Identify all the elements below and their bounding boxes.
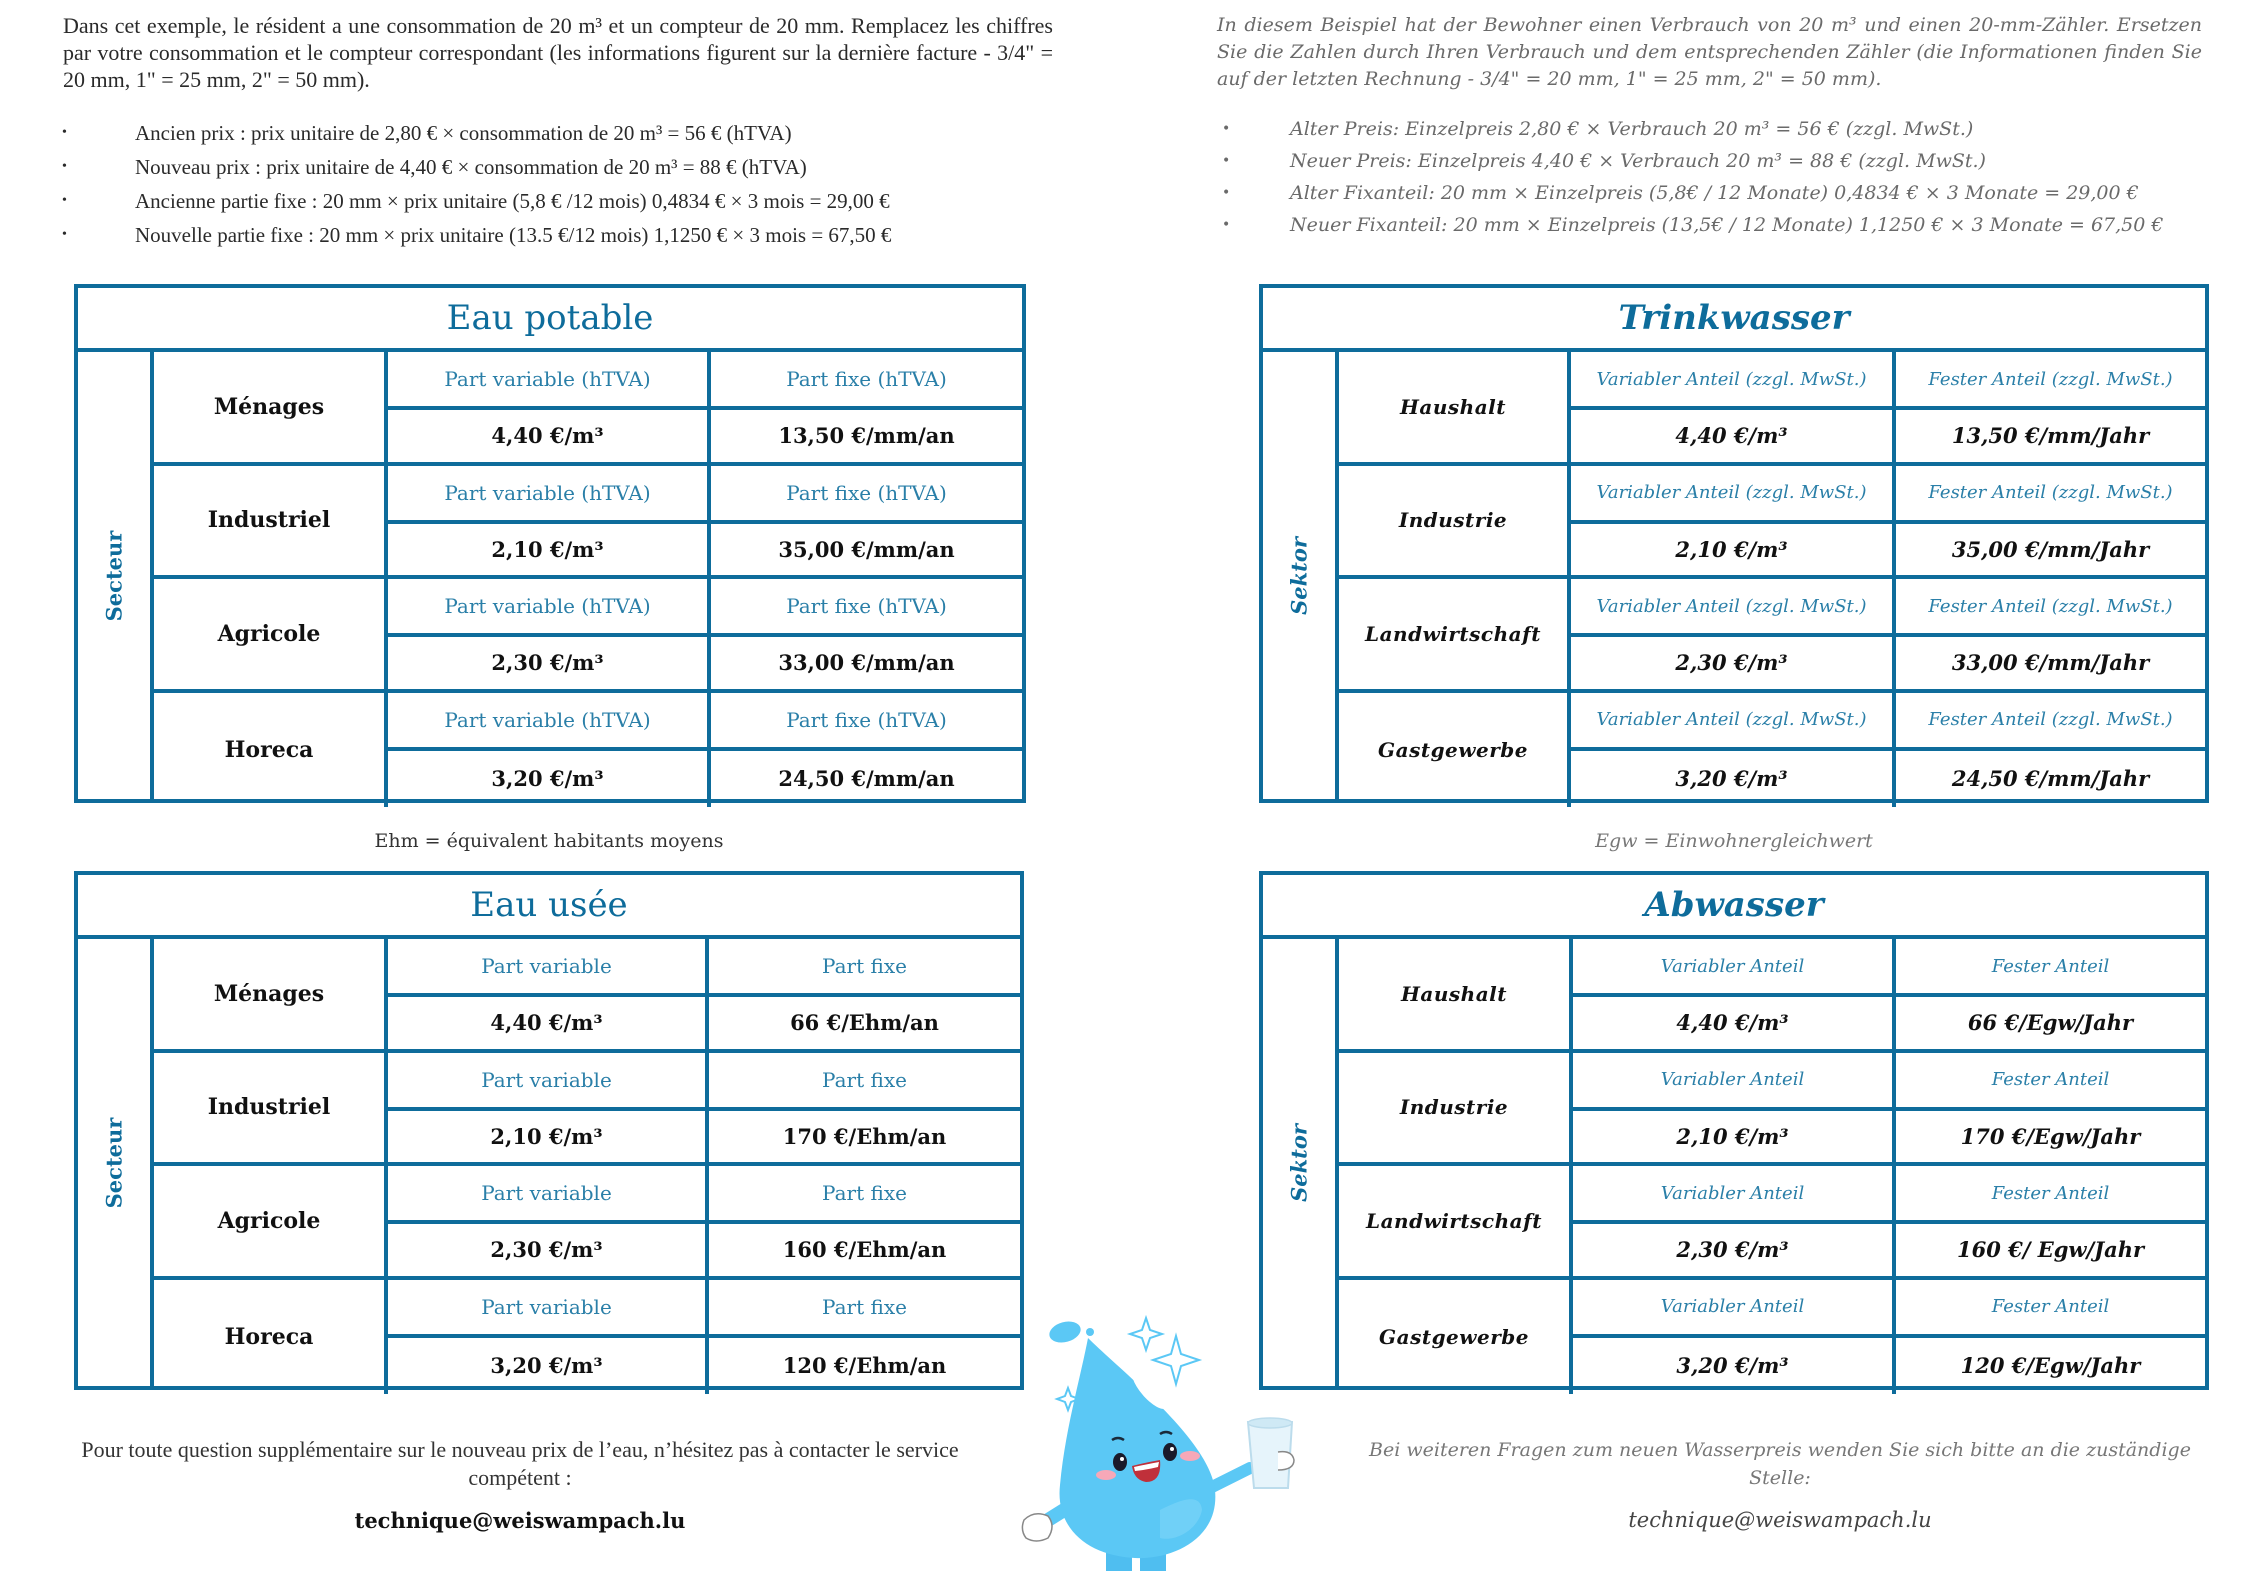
variable-part-label: Variabler Anteil (zzgl. MwSt.) <box>1596 482 1867 503</box>
table-row <box>1339 352 2205 466</box>
variable-part-value: 4,40 €/m³ <box>491 423 604 449</box>
table-row <box>154 1166 1020 1280</box>
sector-name: Industriel <box>154 1053 388 1163</box>
variable-part-label: Part variable <box>481 954 612 978</box>
fixed-part-value: 24,50 €/mm/Jahr <box>1951 766 2150 791</box>
variable-part-value: 2,30 €/m³ <box>490 1237 603 1263</box>
fixed-part-label: Part fixe (hTVA) <box>786 594 947 618</box>
fixed-part-label: Fester Anteil (zzgl. MwSt.) <box>1928 482 2173 503</box>
variable-part-value: 4,40 €/m³ <box>1676 1010 1789 1036</box>
fixed-part-value: 66 €/Egw/Jahr <box>1967 1010 2134 1036</box>
variable-part-label: Variabler Anteil <box>1660 1069 1805 1090</box>
fixed-part-value: 24,50 €/mm/an <box>778 766 955 791</box>
table-row <box>1339 1166 2205 1280</box>
table-row <box>154 1280 1020 1394</box>
intro-de-paragraph: In diesem Beispiel hat der Bewohner einen Verbrauch von 20 m³ und einen 20-mm-Zähler. Ersetzen Sie die Zahlen durch Ihren Verbrauch und dem entsprechenden Zähler (die Informationen finden Sie auf der letzten Rechnung - 3/4" = 20 mm, 1" = 25 mm, 2" = 50 mm). <box>1217 14 2202 90</box>
fixed-part-label: Part fixe <box>822 1294 907 1319</box>
variable-part-label: Part variable <box>481 1181 612 1205</box>
fixed-part-value: 170 €/Ehm/an <box>782 1123 947 1149</box>
table-row <box>154 352 1022 466</box>
fixed-part-label: Fester Anteil (zzgl. MwSt.) <box>1928 709 2173 730</box>
variable-part-label: Variabler Anteil <box>1660 1182 1805 1204</box>
sector-label: Secteur <box>101 530 127 621</box>
fixed-part-value: 35,00 €/mm/an <box>778 536 955 562</box>
variable-part-value: 2,10 €/m³ <box>490 1123 603 1149</box>
fixed-part-value: 33,00 €/mm/an <box>778 650 955 676</box>
sector-name: Ménages <box>154 939 388 1049</box>
sector-name: Industrie <box>1339 466 1571 576</box>
water-drop-mascot-icon <box>1010 1310 1300 1571</box>
sector-name: Gastgewerbe <box>1339 1280 1573 1394</box>
variable-part-label: Variabler Anteil <box>1660 955 1805 977</box>
intro-de <box>1217 12 2202 93</box>
contact-email-fr[interactable]: technique@weiswampach.lu <box>354 1508 686 1533</box>
fixed-part-value: 120 €/Egw/Jahr <box>1960 1353 2141 1378</box>
fixed-part-label: Fester Anteil <box>1991 955 2110 977</box>
sector-name: Agricole <box>154 1166 388 1276</box>
table-row <box>1339 693 2205 807</box>
sector-label: Sektor <box>1286 536 1312 615</box>
table-title: Abwasser <box>1263 875 2205 939</box>
sector-label: Secteur <box>101 1117 127 1208</box>
fixed-part-value: 13,50 €/mm/an <box>778 423 955 449</box>
bullet-icon: • <box>62 125 67 140</box>
variable-part-value: 3,20 €/m³ <box>1675 766 1788 791</box>
column-divider <box>707 352 711 462</box>
bullet-icon: • <box>62 193 67 208</box>
sector-name: Horeca <box>154 693 388 807</box>
table-row <box>154 466 1022 580</box>
variable-part-value: 2,10 €/m³ <box>1675 536 1788 562</box>
sector-name: Industrie <box>1339 1053 1573 1163</box>
fixed-part-label: Fester Anteil (zzgl. MwSt.) <box>1928 368 2173 390</box>
variable-part-value: 3,20 €/m³ <box>490 1353 603 1378</box>
variable-part-value: 2,10 €/m³ <box>491 536 604 562</box>
column-divider <box>1892 1280 1896 1394</box>
fixed-part-value: 160 €/Ehm/an <box>782 1237 947 1263</box>
column-divider <box>1892 693 1896 807</box>
table-body <box>1263 939 2205 1386</box>
fixed-part-label: Fester Anteil <box>1991 1069 2110 1090</box>
variable-part-value: 3,20 €/m³ <box>491 766 604 791</box>
column-divider <box>1892 466 1896 576</box>
variable-part-value: 4,40 €/m³ <box>1675 423 1788 449</box>
column-divider <box>1892 1053 1896 1163</box>
column-divider <box>1892 1166 1896 1276</box>
table-row <box>154 1053 1020 1167</box>
fixed-part-value: 170 €/Egw/Jahr <box>1960 1123 2141 1149</box>
table-eau-usee <box>74 871 1024 1390</box>
bullet-icon: • <box>1222 217 1231 233</box>
table-row <box>154 939 1020 1053</box>
fixed-part-value: 120 €/Ehm/an <box>782 1353 947 1378</box>
intro-fr-paragraph: Dans cet exemple, le résident a une consommation de 20 m³ et un compteur de 20 mm. Remplacez les chiffres par votre consommation et le compteur correspondant (les informations figurent sur la dernière facture - 3/4" = 20 mm, 1" = 25 mm, 2" = 50 mm). <box>63 13 1053 92</box>
table-body <box>78 352 1022 799</box>
column-divider <box>705 1280 709 1394</box>
column-divider <box>1892 939 1896 1049</box>
fixed-part-value: 13,50 €/mm/Jahr <box>1951 423 2150 449</box>
column-divider <box>705 1053 709 1163</box>
column-divider <box>707 466 711 576</box>
contact-email-de[interactable]: technique@weiswampach.lu <box>1628 1508 1932 1532</box>
table-eau-potable <box>74 284 1026 803</box>
sector-name: Horeca <box>154 1280 388 1394</box>
table-title: Eau usée <box>78 875 1020 939</box>
variable-part-label: Variabler Anteil (zzgl. MwSt.) <box>1596 709 1867 730</box>
table-title: Trinkwasser <box>1263 288 2205 352</box>
variable-part-label: Part variable <box>481 1067 612 1092</box>
variable-part-label: Variabler Anteil <box>1660 1296 1805 1317</box>
sector-name: Haushalt <box>1339 939 1573 1049</box>
column-divider <box>705 1166 709 1276</box>
fixed-part-value: 35,00 €/mm/Jahr <box>1951 536 2150 562</box>
bullet-icon: • <box>1222 185 1231 201</box>
sector-name: Agricole <box>154 579 388 689</box>
footnote-ehm: Ehm = équivalent habitants moyens <box>374 830 724 852</box>
table-trinkwasser <box>1259 284 2209 803</box>
sector-name: Haushalt <box>1339 352 1571 462</box>
contact-text-fr: Pour toute question supplémentaire sur le nouveau prix de l’eau, n’hésitez pas à contacter le service compétent : <box>81 1437 959 1490</box>
variable-part-label: Part variable (hTVA) <box>444 367 651 391</box>
table-row <box>1339 1280 2205 1394</box>
table-row <box>1339 939 2205 1053</box>
sector-name: Gastgewerbe <box>1339 693 1571 807</box>
sector-column <box>78 939 154 1386</box>
fixed-part-label: Part fixe <box>822 1067 907 1092</box>
contact-text-de: Bei weiteren Fragen zum neuen Wasserpreis wenden Sie sich bitte an die zuständige Stelle: <box>1369 1439 2191 1489</box>
table-row <box>154 693 1022 807</box>
variable-part-value: 4,40 €/m³ <box>490 1010 603 1036</box>
bullet-icon: • <box>1222 121 1231 137</box>
variable-part-value: 2,30 €/m³ <box>1676 1237 1789 1263</box>
fixed-part-label: Fester Anteil (zzgl. MwSt.) <box>1928 595 2173 617</box>
fixed-part-label: Part fixe <box>822 1181 907 1205</box>
sector-column <box>78 352 154 799</box>
sector-name: Landwirtschaft <box>1339 579 1571 689</box>
bullet-icon: • <box>1222 153 1231 169</box>
table-body <box>1263 352 2205 799</box>
table-title: Eau potable <box>78 288 1022 352</box>
footnote-egw: Egw = Einwohnergleichwert <box>1595 830 1873 852</box>
variable-part-label: Variabler Anteil (zzgl. MwSt.) <box>1596 368 1867 390</box>
column-divider <box>1892 579 1896 689</box>
fixed-part-label: Part fixe (hTVA) <box>786 480 947 505</box>
fixed-part-value: 66 €/Ehm/an <box>790 1010 939 1036</box>
fixed-part-label: Part fixe (hTVA) <box>786 707 947 732</box>
sector-label: Sektor <box>1286 1123 1312 1202</box>
bullet-icon: • <box>62 159 67 174</box>
fixed-part-label: Fester Anteil <box>1991 1296 2110 1317</box>
fixed-part-value: 33,00 €/mm/Jahr <box>1951 650 2150 676</box>
sector-column <box>1263 352 1339 799</box>
variable-part-label: Part variable <box>481 1294 612 1319</box>
variable-part-value: 2,10 €/m³ <box>1676 1123 1789 1149</box>
variable-part-label: Part variable (hTVA) <box>444 480 651 505</box>
variable-part-value: 3,20 €/m³ <box>1676 1353 1789 1378</box>
sector-name: Industriel <box>154 466 388 576</box>
bullet-icon: • <box>62 227 67 242</box>
variable-part-label: Part variable (hTVA) <box>444 594 651 618</box>
fixed-part-value: 160 €/ Egw/Jahr <box>1956 1237 2145 1263</box>
table-body <box>78 939 1020 1386</box>
column-divider <box>707 693 711 807</box>
column-divider <box>1892 352 1896 462</box>
table-row <box>1339 466 2205 580</box>
fixed-part-label: Fester Anteil <box>1991 1182 2110 1204</box>
sector-name: Landwirtschaft <box>1339 1166 1573 1276</box>
variable-part-label: Variabler Anteil (zzgl. MwSt.) <box>1596 595 1867 617</box>
sector-name: Ménages <box>154 352 388 462</box>
table-row <box>1339 1053 2205 1167</box>
table-abwasser <box>1259 871 2209 1390</box>
variable-part-value: 2,30 €/m³ <box>1675 650 1788 676</box>
column-divider <box>705 939 709 1049</box>
variable-part-value: 2,30 €/m³ <box>491 650 604 676</box>
column-divider <box>707 579 711 689</box>
intro-fr <box>63 12 1053 93</box>
fixed-part-label: Part fixe <box>822 954 907 978</box>
table-row <box>154 579 1022 693</box>
table-row <box>1339 579 2205 693</box>
variable-part-label: Part variable (hTVA) <box>444 707 651 732</box>
fixed-part-label: Part fixe (hTVA) <box>786 367 947 391</box>
